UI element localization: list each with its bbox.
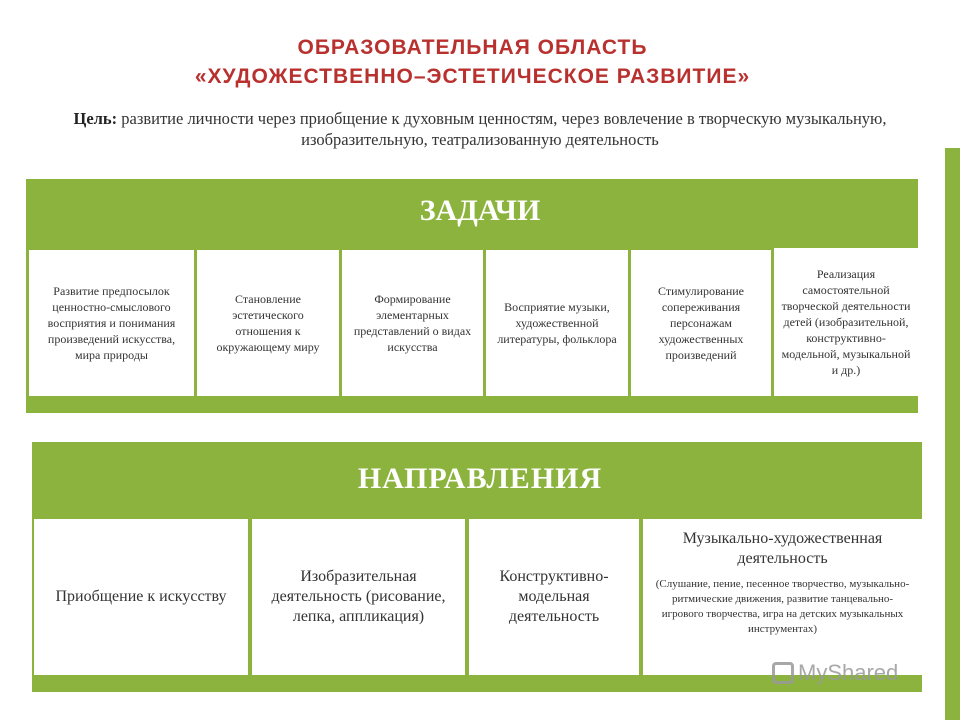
- right-accent-bar: [945, 148, 960, 720]
- direction-card-4: [643, 519, 922, 675]
- presentation-icon: [772, 662, 794, 684]
- task-card-1: [29, 250, 194, 396]
- direction-text: Изобразительная деятельность (рисование, лепка, аппликация): [271, 568, 446, 625]
- direction-text: Музыкально-художественная деятельность: [682, 530, 883, 567]
- task-text: Формирование элементарных представлений о видах искусства: [353, 292, 472, 354]
- direction-detail: (Слушание, пение, песенное творчество, музыкально-ритмические движения, развитие танцевально-игрового творчества, игра на детских музыкальных инструментах): [655, 578, 910, 635]
- direction-card-2: [252, 519, 465, 675]
- tasks-heading: ЗАДАЧИ: [419, 194, 541, 227]
- direction-text: Конструктивно-модельная деятельность: [499, 568, 609, 625]
- task-text: Развитие предпосылок ценностно-смыслового восприятия и понимания произведений искусства, мира природы: [47, 284, 176, 362]
- direction-text: Приобщение к искусству: [55, 588, 227, 605]
- goal-statement: [40, 108, 920, 150]
- goal-label: Цель:: [73, 109, 118, 128]
- page-title-line1: ОБРАЗОВАТЕЛЬНАЯ ОБЛАСТЬ: [297, 36, 648, 59]
- direction-card-1: [34, 519, 248, 675]
- task-card-4: [486, 250, 628, 396]
- watermark-text: MyShared: [798, 660, 899, 685]
- goal-text: развитие личности через приобщение к духовным ценностям, через вовлечение в творческую музыкальную, изобразительную, театрализованную деятельность: [117, 109, 887, 149]
- task-card-2: [197, 250, 339, 396]
- directions-heading: НАПРАВЛЕНИЯ: [357, 462, 603, 495]
- task-text: Стимулирование сопереживания персонажам художественных произведений: [658, 284, 744, 362]
- task-card-6: [774, 248, 918, 396]
- task-text: Становление эстетического отношения к окружающему миру: [216, 292, 320, 354]
- task-text: Реализация самостоятельной творческой деятельности детей (изобразительной, конструктивно-модельной, музыкальной и др.): [781, 267, 911, 377]
- task-text: Восприятие музыки, художественной литературы, фольклора: [497, 300, 617, 346]
- task-card-5: [631, 250, 771, 396]
- watermark: [772, 660, 898, 686]
- direction-card-3: [469, 519, 639, 675]
- task-card-3: [342, 250, 483, 396]
- page-title-line2: «ХУДОЖЕСТВЕННО–ЭСТЕТИЧЕСКОЕ РАЗВИТИЕ»: [194, 65, 751, 88]
